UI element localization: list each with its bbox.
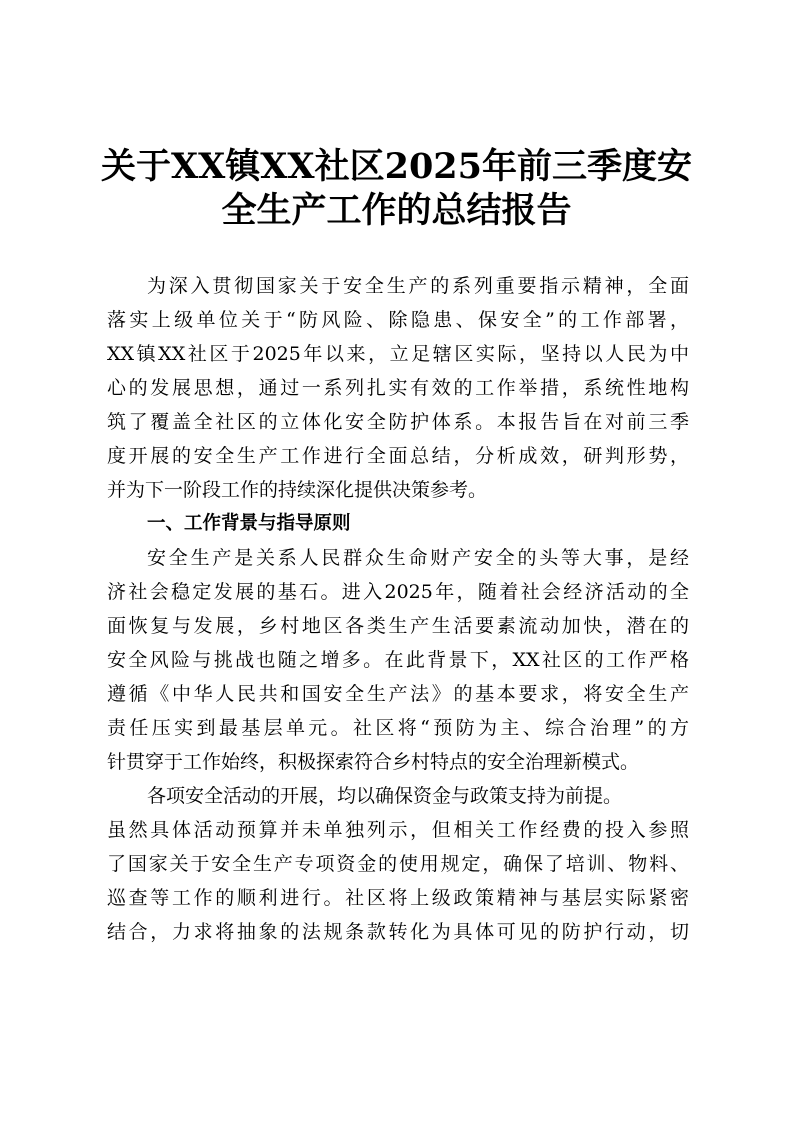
paragraph-line: XX镇XX社区于2025年以来，立足辖区实际，坚持以人民为中 — [107, 343, 689, 365]
paragraph-line: 度开展的安全生产工作进行全面总结，分析成效，研判形势， — [107, 445, 689, 467]
title-line-1: 关于XX镇XX社区2025年前三季度安 — [100, 146, 693, 187]
paragraph-line: 筑了覆盖全社区的立体化安全防护体系。本报告旨在对前三季 — [107, 411, 689, 433]
paragraph-line: 安全风险与挑战也随之增多。在此背景下，XX社区的工作严格 — [107, 649, 689, 671]
paragraph-line: 结合，力求将抽象的法规条款转化为具体可见的防护行动，切 — [107, 921, 689, 943]
document-body — [107, 269, 689, 949]
paragraph-line: 面恢复与发展，乡村地区各类生产生活要素流动加快，潜在的 — [107, 615, 689, 637]
paragraph-line: 了国家关于安全生产专项资金的使用规定，确保了培训、物料、 — [107, 853, 689, 875]
paragraph-line: 并为下一阶段工作的持续深化提供决策参考。 — [107, 479, 488, 501]
paragraph-line: 责任压实到最基层单元。社区将“预防为主、综合治理”的方 — [107, 717, 689, 739]
paragraph-line: 针贯穿于工作始终，积极探索符合乡村特点的安全治理新模式。 — [107, 751, 640, 773]
paragraph-line: 各项安全活动的开展，均以确保资金与政策支持为前提。 — [147, 785, 623, 807]
paragraph-line: 落实上级单位关于“防风险、除隐患、保安全”的工作部署， — [107, 309, 689, 331]
paragraph-line: 巡查等工作的顺利进行。社区将上级政策精神与基层实际紧密 — [107, 887, 689, 909]
title-line-2: 全生产工作的总结报告 — [221, 190, 572, 231]
paragraph-line: 济社会稳定发展的基石。进入2025年，随着社会经济活动的全 — [107, 581, 689, 603]
section-heading: 一、工作背景与指导原则 — [147, 513, 351, 534]
paragraph-line: 虽然具体活动预算并未单独列示，但相关工作经费的投入参照 — [107, 819, 689, 841]
paragraph-line: 为深入贯彻国家关于安全生产的系列重要指示精神，全面 — [147, 275, 689, 297]
document-title — [90, 145, 703, 233]
paragraph-line: 遵循《中华人民共和国安全生产法》的基本要求，将安全生产 — [107, 683, 689, 705]
paragraph-line: 安全生产是关系人民群众生命财产安全的头等大事，是经 — [147, 547, 689, 569]
paragraph-line: 心的发展思想，通过一系列扎实有效的工作举措，系统性地构 — [107, 377, 689, 399]
